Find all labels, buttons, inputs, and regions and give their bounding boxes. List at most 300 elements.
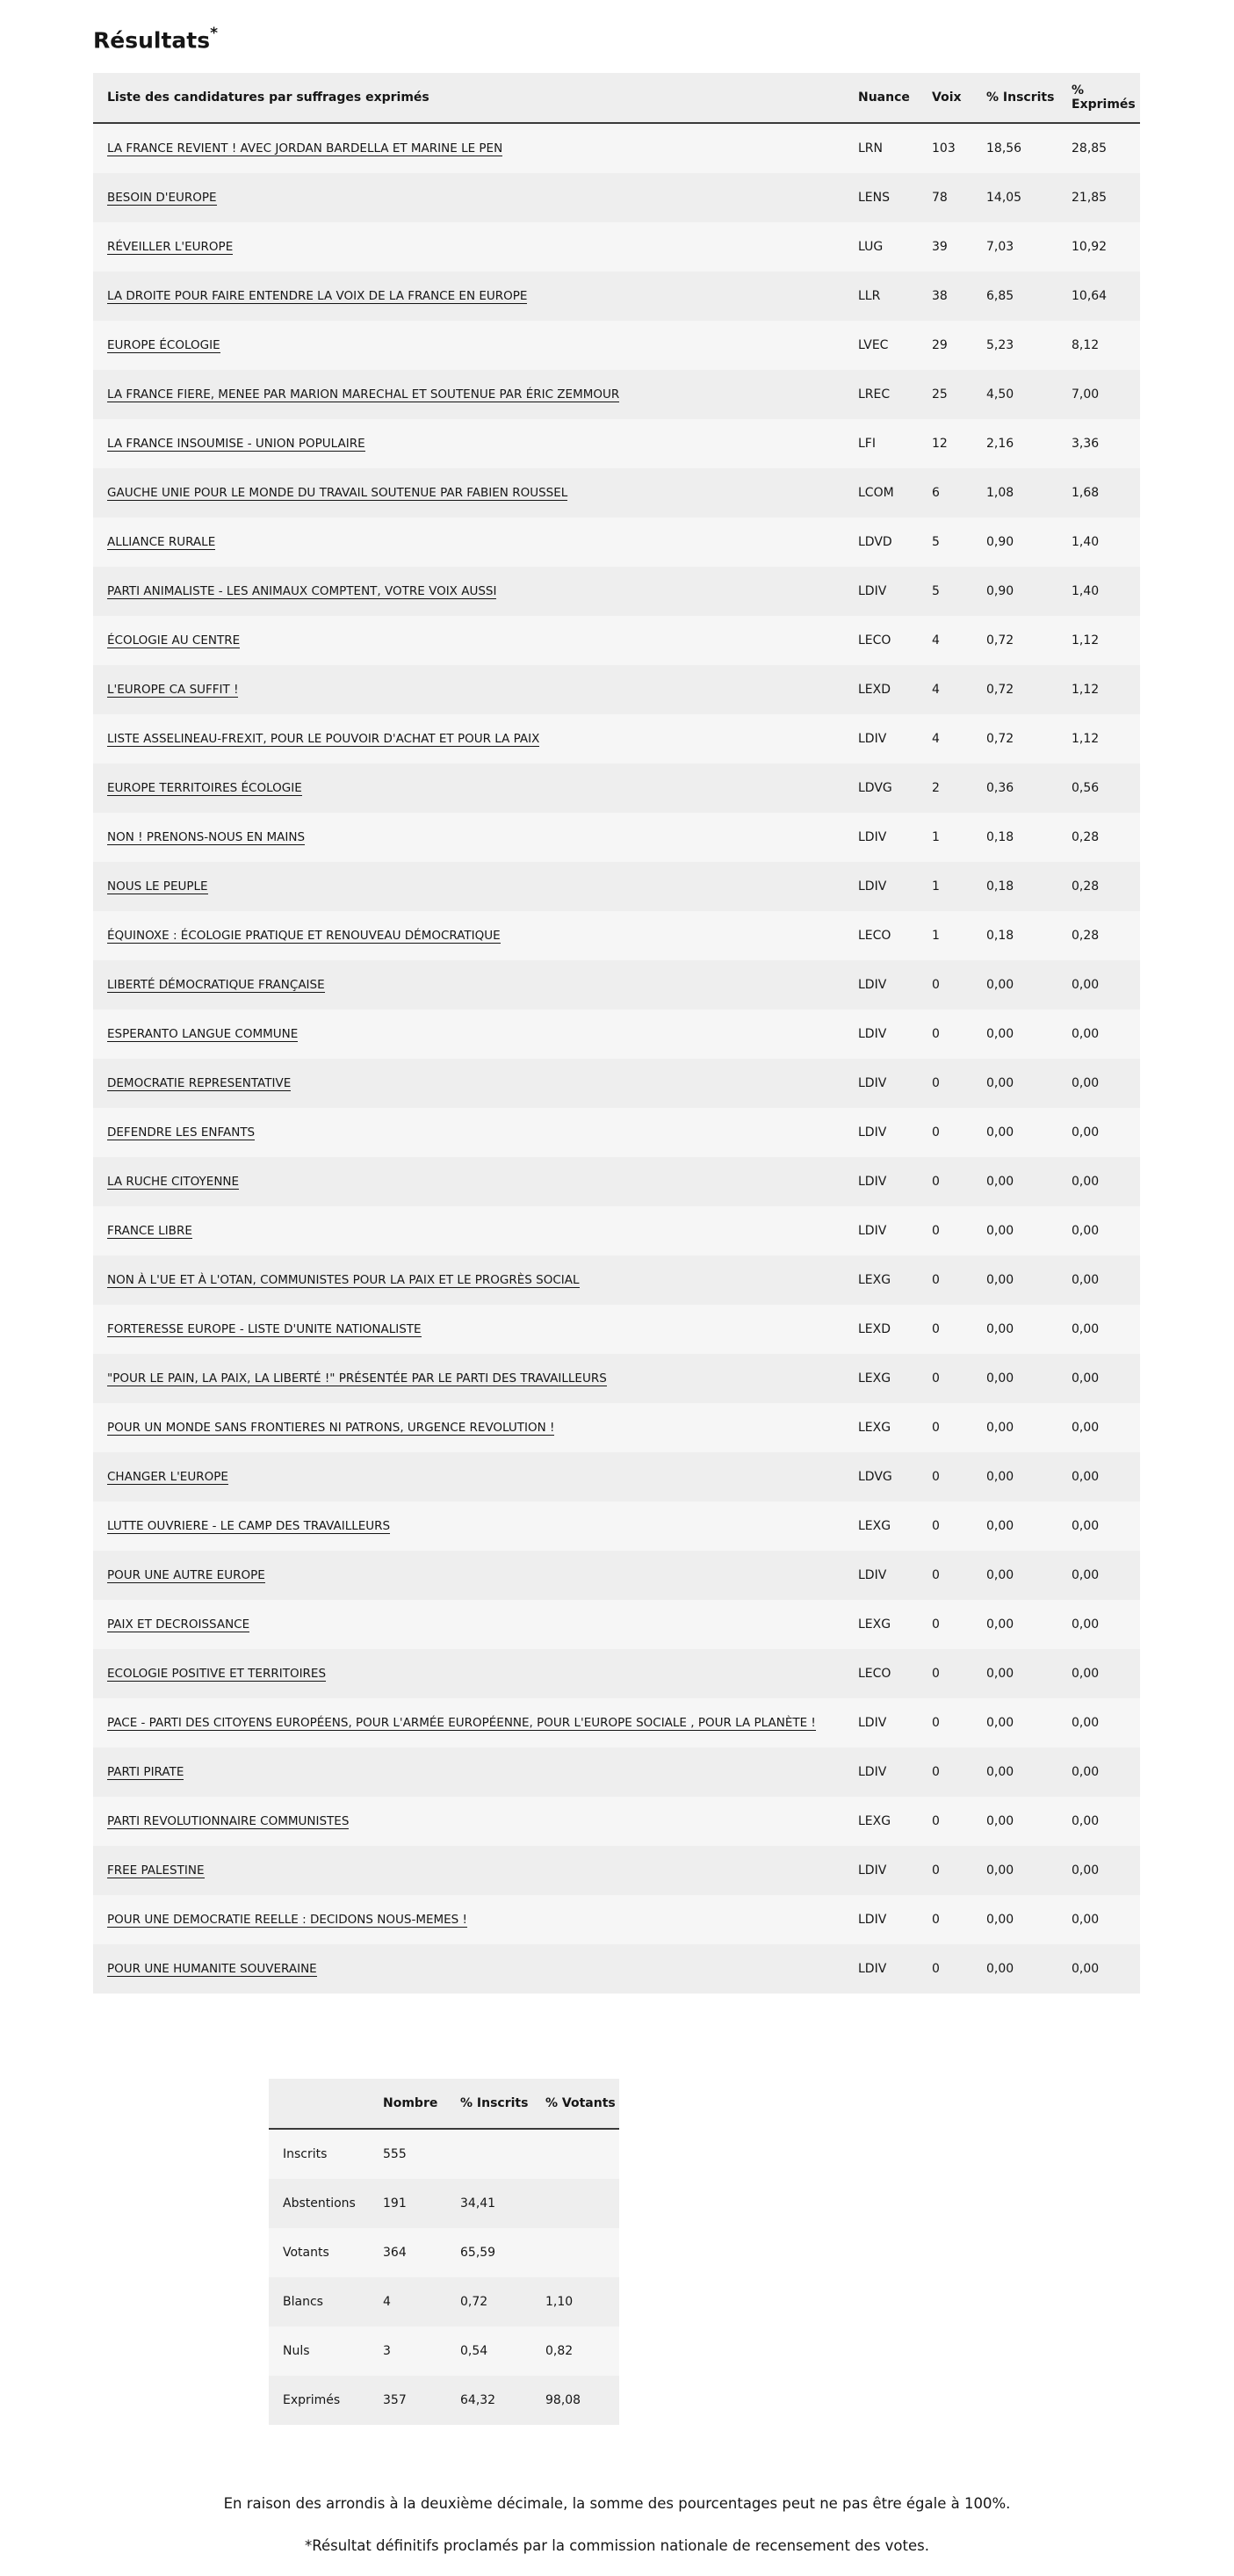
nuance-cell: LDIV — [844, 1698, 918, 1747]
candidate-cell — [93, 862, 844, 911]
nuance-cell: LEXG — [844, 1255, 918, 1305]
summary-pct-votants-cell: 0,82 — [531, 2326, 619, 2376]
table-row — [93, 1305, 1140, 1354]
header-nuance: Nuance — [844, 73, 918, 123]
candidate-cell — [93, 517, 844, 567]
rounding-note: En raison des arrondis à la deuxième décimale, la somme des pourcentages peut ne pas être égale à 100%. — [223, 2495, 1011, 2512]
pct-inscrits-cell: 0,00 — [972, 1452, 1057, 1501]
pct-inscrits-cell: 0,00 — [972, 1600, 1057, 1649]
candidate-list-link[interactable]: ECOLOGIE POSITIVE ET TERRITOIRES — [107, 1667, 327, 1681]
header-pct-inscrits: % Inscrits — [972, 73, 1057, 123]
voix-cell: 0 — [918, 960, 972, 1009]
voix-cell: 25 — [918, 370, 972, 419]
summary-pct-inscrits-cell: 65,59 — [446, 2228, 531, 2277]
candidate-list-link[interactable]: "POUR LE PAIN, LA PAIX, LA LIBERTÉ !" PRÉSENTÉE PAR LE PARTI DES TRAVAILLEURS — [107, 1371, 607, 1386]
pct-inscrits-cell: 0,72 — [972, 616, 1057, 665]
nuance-cell: LUG — [844, 222, 918, 271]
candidate-list-link[interactable]: ÉQUINOXE : ÉCOLOGIE PRATIQUE ET RENOUVEAU DÉMOCRATIQUE — [107, 929, 501, 943]
candidate-list-link[interactable]: LIBERTÉ DÉMOCRATIQUE FRANÇAISE — [107, 978, 325, 992]
voix-cell: 0 — [918, 1354, 972, 1403]
table-row — [93, 1944, 1140, 1994]
candidate-list-link[interactable]: GAUCHE UNIE POUR LE MONDE DU TRAVAIL SOUTENUE PAR FABIEN ROUSSEL — [107, 486, 568, 500]
pct-exprimes-cell: 1,40 — [1057, 567, 1140, 616]
nuance-cell: LDIV — [844, 1944, 918, 1994]
candidate-list-link[interactable]: EUROPE ÉCOLOGIE — [107, 338, 220, 352]
pct-inscrits-cell: 0,36 — [972, 763, 1057, 813]
pct-exprimes-cell: 1,12 — [1057, 665, 1140, 714]
table-row — [93, 1354, 1140, 1403]
nuance-cell: LEXD — [844, 1305, 918, 1354]
table-row — [93, 321, 1140, 370]
summary-pct-votants-cell: 98,08 — [531, 2376, 619, 2425]
pct-inscrits-cell: 0,18 — [972, 813, 1057, 862]
pct-inscrits-cell: 0,18 — [972, 911, 1057, 960]
voix-cell: 0 — [918, 1009, 972, 1059]
pct-exprimes-cell: 0,00 — [1057, 1305, 1140, 1354]
candidate-list-link[interactable]: NON ! PRENONS-NOUS EN MAINS — [107, 830, 306, 844]
summary-pct-inscrits-cell: 0,72 — [446, 2277, 531, 2326]
table-row — [93, 1895, 1140, 1944]
voix-cell: 38 — [918, 271, 972, 321]
candidate-cell — [93, 1600, 844, 1649]
pct-inscrits-cell: 0,72 — [972, 714, 1057, 763]
pct-exprimes-cell: 0,00 — [1057, 1501, 1140, 1551]
summary-label-cell: Nuls — [269, 2326, 369, 2376]
candidate-cell — [93, 1846, 844, 1895]
pct-inscrits-cell: 0,00 — [972, 1403, 1057, 1452]
summary-pct-votants-cell — [531, 2129, 619, 2179]
candidate-cell — [93, 1944, 844, 1994]
pct-inscrits-cell: 0,00 — [972, 1108, 1057, 1157]
nuance-cell: LRN — [844, 123, 918, 173]
voix-cell: 103 — [918, 123, 972, 173]
summary-nombre-cell: 4 — [369, 2277, 446, 2326]
table-row — [93, 616, 1140, 665]
voix-cell: 0 — [918, 1255, 972, 1305]
nuance-cell: LENS — [844, 173, 918, 222]
summary-label-cell: Votants — [269, 2228, 369, 2277]
pct-exprimes-cell: 0,00 — [1057, 1059, 1140, 1108]
pct-exprimes-cell: 0,00 — [1057, 1206, 1140, 1255]
nuance-cell: LEXG — [844, 1600, 918, 1649]
pct-exprimes-cell: 0,28 — [1057, 862, 1140, 911]
summary-row — [269, 2376, 619, 2425]
voix-cell: 0 — [918, 1698, 972, 1747]
pct-inscrits-cell: 18,56 — [972, 123, 1057, 173]
pct-exprimes-cell: 1,68 — [1057, 468, 1140, 517]
pct-exprimes-cell: 0,28 — [1057, 911, 1140, 960]
pct-inscrits-cell: 0,00 — [972, 1009, 1057, 1059]
results-header-row — [93, 73, 1140, 123]
nuance-cell: LLR — [844, 271, 918, 321]
voix-cell: 0 — [918, 1452, 972, 1501]
pct-exprimes-cell: 0,00 — [1057, 1895, 1140, 1944]
voix-cell: 0 — [918, 1944, 972, 1994]
pct-exprimes-cell: 0,00 — [1057, 1846, 1140, 1895]
voix-cell: 4 — [918, 616, 972, 665]
candidate-cell — [93, 1305, 844, 1354]
candidate-list-link[interactable]: ÉCOLOGIE AU CENTRE — [107, 633, 241, 648]
voix-cell: 1 — [918, 911, 972, 960]
nuance-cell: LECO — [844, 911, 918, 960]
results-body — [93, 123, 1140, 1994]
summary-header-label — [269, 2079, 369, 2129]
pct-inscrits-cell: 0,00 — [972, 960, 1057, 1009]
pct-exprimes-cell: 0,00 — [1057, 1354, 1140, 1403]
table-row — [93, 1206, 1140, 1255]
summary-pct-inscrits-cell — [446, 2129, 531, 2179]
table-row — [93, 1452, 1140, 1501]
voix-cell: 1 — [918, 862, 972, 911]
pct-exprimes-cell: 0,56 — [1057, 763, 1140, 813]
candidate-cell — [93, 1649, 844, 1698]
pct-exprimes-cell: 8,12 — [1057, 321, 1140, 370]
nuance-cell: LREC — [844, 370, 918, 419]
pct-inscrits-cell: 0,00 — [972, 1846, 1057, 1895]
summary-label-cell: Abstentions — [269, 2179, 369, 2228]
voix-cell: 0 — [918, 1895, 972, 1944]
candidate-cell — [93, 1452, 844, 1501]
table-row — [93, 1551, 1140, 1600]
candidate-list-link[interactable]: FORTERESSE EUROPE - LISTE D'UNITE NATIONALISTE — [107, 1322, 422, 1336]
candidate-cell — [93, 1501, 844, 1551]
candidate-list-link[interactable]: NOUS LE PEUPLE — [107, 879, 208, 894]
candidate-cell — [93, 123, 844, 173]
pct-exprimes-cell: 0,00 — [1057, 1698, 1140, 1747]
candidate-cell — [93, 665, 844, 714]
candidate-list-link[interactable]: LA RUCHE CITOYENNE — [107, 1175, 240, 1189]
candidate-cell — [93, 468, 844, 517]
candidate-cell — [93, 1403, 844, 1452]
definitive-results-note: *Résultat définitifs proclamés par la commission nationale de recensement des votes. — [305, 2537, 929, 2554]
voix-cell: 0 — [918, 1206, 972, 1255]
candidate-list-link[interactable]: LA FRANCE REVIENT ! AVEC JORDAN BARDELLA ET MARINE LE PEN — [107, 141, 503, 156]
summary-pct-votants-cell — [531, 2179, 619, 2228]
candidate-list-link[interactable]: ALLIANCE RURALE — [107, 535, 216, 549]
voix-cell: 1 — [918, 813, 972, 862]
table-row — [93, 1157, 1140, 1206]
nuance-cell: LDIV — [844, 1009, 918, 1059]
pct-inscrits-cell: 7,03 — [972, 222, 1057, 271]
table-row — [93, 665, 1140, 714]
pct-exprimes-cell: 0,00 — [1057, 1600, 1140, 1649]
candidate-cell — [93, 1354, 844, 1403]
voix-cell: 29 — [918, 321, 972, 370]
pct-exprimes-cell: 0,00 — [1057, 1551, 1140, 1600]
table-row — [93, 370, 1140, 419]
candidate-cell — [93, 271, 844, 321]
candidate-cell — [93, 960, 844, 1009]
candidate-list-link[interactable]: FREE PALESTINE — [107, 1863, 205, 1878]
candidate-cell — [93, 1059, 844, 1108]
candidate-cell — [93, 1206, 844, 1255]
candidate-list-link[interactable]: POUR UNE HUMANITE SOUVERAINE — [107, 1962, 317, 1976]
summary-pct-inscrits-cell: 64,32 — [446, 2376, 531, 2425]
nuance-cell: LDIV — [844, 1846, 918, 1895]
candidate-list-link[interactable]: LA FRANCE FIERE, MENEE PAR MARION MARECHAL ET SOUTENUE PAR ÉRIC ZEMMOUR — [107, 387, 620, 402]
pct-exprimes-cell: 0,00 — [1057, 1108, 1140, 1157]
candidate-list-link[interactable]: LISTE ASSELINEAU-FREXIT, POUR LE POUVOIR D'ACHAT ET POUR LA PAIX — [107, 732, 540, 746]
table-row — [93, 911, 1140, 960]
pct-exprimes-cell: 0,00 — [1057, 1797, 1140, 1846]
candidate-list-link[interactable]: DEFENDRE LES ENFANTS — [107, 1125, 256, 1140]
candidate-cell — [93, 1797, 844, 1846]
nuance-cell: LEXD — [844, 665, 918, 714]
header-candidate-list: Liste des candidatures par suffrages exprimés — [93, 73, 844, 123]
candidate-cell — [93, 173, 844, 222]
candidate-list-link[interactable]: PARTI REVOLUTIONNAIRE COMMUNISTES — [107, 1814, 350, 1828]
pct-inscrits-cell: 0,00 — [972, 1157, 1057, 1206]
voix-cell: 0 — [918, 1600, 972, 1649]
candidate-list-link[interactable]: POUR UNE DEMOCRATIE REELLE : DECIDONS NOUS-MEMES ! — [107, 1913, 467, 1927]
candidate-cell — [93, 1108, 844, 1157]
pct-exprimes-cell: 0,00 — [1057, 1452, 1140, 1501]
candidate-list-link[interactable]: DEMOCRATIE REPRESENTATIVE — [107, 1076, 292, 1090]
pct-inscrits-cell: 0,00 — [972, 1747, 1057, 1797]
pct-exprimes-cell: 0,00 — [1057, 1009, 1140, 1059]
nuance-cell: LDVG — [844, 1452, 918, 1501]
pct-exprimes-cell: 0,00 — [1057, 1157, 1140, 1206]
voix-cell: 0 — [918, 1403, 972, 1452]
candidate-list-link[interactable]: FRANCE LIBRE — [107, 1224, 192, 1238]
table-row — [93, 1600, 1140, 1649]
candidate-list-link[interactable]: EUROPE TERRITOIRES ÉCOLOGIE — [107, 781, 302, 795]
voix-cell: 12 — [918, 419, 972, 468]
table-row — [93, 173, 1140, 222]
voix-cell: 0 — [918, 1108, 972, 1157]
summary-row — [269, 2129, 619, 2179]
table-row — [93, 1009, 1140, 1059]
table-row — [93, 813, 1140, 862]
pct-inscrits-cell: 0,00 — [972, 1059, 1057, 1108]
voix-cell: 0 — [918, 1305, 972, 1354]
voix-cell: 2 — [918, 763, 972, 813]
pct-exprimes-cell: 0,00 — [1057, 960, 1140, 1009]
pct-exprimes-cell: 3,36 — [1057, 419, 1140, 468]
header-pct-exprimes: % Exprimés — [1057, 73, 1140, 123]
candidate-list-link[interactable]: CHANGER L'EUROPE — [107, 1470, 228, 1484]
pct-exprimes-cell: 1,40 — [1057, 517, 1140, 567]
candidate-cell — [93, 370, 844, 419]
nuance-cell: LEXG — [844, 1403, 918, 1452]
nuance-cell: LDIV — [844, 1157, 918, 1206]
voix-cell: 0 — [918, 1846, 972, 1895]
pct-inscrits-cell: 0,90 — [972, 567, 1057, 616]
table-row — [93, 567, 1140, 616]
nuance-cell: LDIV — [844, 714, 918, 763]
candidate-cell — [93, 763, 844, 813]
candidate-cell — [93, 1009, 844, 1059]
pct-exprimes-cell: 28,85 — [1057, 123, 1140, 173]
candidate-list-link[interactable]: RÉVEILLER L'EUROPE — [107, 240, 234, 254]
summary-nombre-cell: 191 — [369, 2179, 446, 2228]
candidate-cell — [93, 616, 844, 665]
voix-cell: 5 — [918, 567, 972, 616]
summary-nombre-cell: 357 — [369, 2376, 446, 2425]
pct-inscrits-cell: 0,00 — [972, 1501, 1057, 1551]
candidate-list-link[interactable]: PARTI PIRATE — [107, 1765, 184, 1779]
nuance-cell: LDIV — [844, 1059, 918, 1108]
voix-cell: 78 — [918, 173, 972, 222]
table-row — [93, 1846, 1140, 1895]
voix-cell: 0 — [918, 1797, 972, 1846]
nuance-cell: LEXG — [844, 1354, 918, 1403]
pct-inscrits-cell: 0,00 — [972, 1551, 1057, 1600]
summary-label-cell: Exprimés — [269, 2376, 369, 2425]
table-row — [93, 468, 1140, 517]
table-row — [93, 1059, 1140, 1108]
table-row — [93, 517, 1140, 567]
pct-exprimes-cell: 1,12 — [1057, 714, 1140, 763]
candidate-list-link[interactable]: NON À L'UE ET À L'OTAN, COMMUNISTES POUR LA PAIX ET LE PROGRÈS SOCIAL — [107, 1273, 580, 1287]
candidate-list-link[interactable]: L'EUROPE CA SUFFIT ! — [107, 683, 239, 697]
nuance-cell: LDIV — [844, 1895, 918, 1944]
table-row — [93, 123, 1140, 173]
candidate-list-link[interactable]: BESOIN D'EUROPE — [107, 191, 217, 205]
nuance-cell: LDIV — [844, 1206, 918, 1255]
pct-exprimes-cell: 7,00 — [1057, 370, 1140, 419]
pct-inscrits-cell: 5,23 — [972, 321, 1057, 370]
nuance-cell: LDIV — [844, 1108, 918, 1157]
candidate-cell — [93, 911, 844, 960]
pct-inscrits-cell: 0,00 — [972, 1255, 1057, 1305]
title-asterisk: * — [210, 25, 218, 42]
nuance-cell: LDVD — [844, 517, 918, 567]
candidate-cell — [93, 1255, 844, 1305]
pct-inscrits-cell: 14,05 — [972, 173, 1057, 222]
candidate-list-link[interactable]: ESPERANTO LANGUE COMMUNE — [107, 1027, 299, 1041]
summary-row — [269, 2277, 619, 2326]
candidate-cell — [93, 1551, 844, 1600]
candidate-list-link[interactable]: PARTI ANIMALISTE - LES ANIMAUX COMPTENT, VOTRE VOIX AUSSI — [107, 584, 497, 598]
candidate-cell — [93, 714, 844, 763]
candidate-list-link[interactable]: POUR UN MONDE SANS FRONTIERES NI PATRONS, URGENCE REVOLUTION ! — [107, 1421, 555, 1435]
voix-cell: 0 — [918, 1501, 972, 1551]
summary-table — [269, 2079, 619, 2425]
pct-exprimes-cell: 10,92 — [1057, 222, 1140, 271]
candidate-cell — [93, 419, 844, 468]
table-row — [93, 222, 1140, 271]
nuance-cell: LFI — [844, 419, 918, 468]
table-row — [93, 714, 1140, 763]
pct-exprimes-cell: 10,64 — [1057, 271, 1140, 321]
pct-inscrits-cell: 0,00 — [972, 1698, 1057, 1747]
nuance-cell: LDIV — [844, 960, 918, 1009]
candidate-cell — [93, 321, 844, 370]
table-row — [93, 271, 1140, 321]
candidate-list-link[interactable]: POUR UNE AUTRE EUROPE — [107, 1568, 265, 1582]
summary-header-nombre: Nombre — [369, 2079, 446, 2129]
nuance-cell: LDIV — [844, 1551, 918, 1600]
pct-inscrits-cell: 0,72 — [972, 665, 1057, 714]
pct-inscrits-cell: 4,50 — [972, 370, 1057, 419]
summary-nombre-cell: 364 — [369, 2228, 446, 2277]
pct-inscrits-cell: 0,00 — [972, 1895, 1057, 1944]
nuance-cell: LCOM — [844, 468, 918, 517]
summary-nombre-cell: 3 — [369, 2326, 446, 2376]
pct-inscrits-cell: 0,90 — [972, 517, 1057, 567]
voix-cell: 5 — [918, 517, 972, 567]
table-row — [93, 1255, 1140, 1305]
summary-header-pct-votants: % Votants — [531, 2079, 619, 2129]
page-title — [93, 26, 218, 53]
header-voix: Voix — [918, 73, 972, 123]
pct-exprimes-cell: 0,00 — [1057, 1255, 1140, 1305]
summary-pct-inscrits-cell: 0,54 — [446, 2326, 531, 2376]
pct-inscrits-cell: 6,85 — [972, 271, 1057, 321]
nuance-cell: LDIV — [844, 813, 918, 862]
pct-exprimes-cell: 0,00 — [1057, 1649, 1140, 1698]
nuance-cell: LEXG — [844, 1501, 918, 1551]
table-row — [93, 1501, 1140, 1551]
results-table — [93, 73, 1140, 1994]
table-row — [93, 763, 1140, 813]
table-row — [93, 1698, 1140, 1747]
voix-cell: 39 — [918, 222, 972, 271]
summary-pct-inscrits-cell: 34,41 — [446, 2179, 531, 2228]
pct-inscrits-cell: 0,00 — [972, 1944, 1057, 1994]
summary-header-pct-inscrits: % Inscrits — [446, 2079, 531, 2129]
candidate-cell — [93, 1747, 844, 1797]
table-row — [93, 1747, 1140, 1797]
pct-exprimes-cell: 0,28 — [1057, 813, 1140, 862]
summary-header-row — [269, 2079, 619, 2129]
nuance-cell: LECO — [844, 1649, 918, 1698]
candidate-cell — [93, 1157, 844, 1206]
summary-pct-votants-cell — [531, 2228, 619, 2277]
candidate-list-link[interactable]: PAIX ET DECROISSANCE — [107, 1617, 250, 1632]
voix-cell: 4 — [918, 714, 972, 763]
voix-cell: 0 — [918, 1551, 972, 1600]
candidate-list-link[interactable]: PACE - PARTI DES CITOYENS EUROPÉENS, POUR L'ARMÉE EUROPÉENNE, POUR L'EUROPE SOCIALE , POUR LA PLANÈTE ! — [107, 1716, 816, 1730]
summary-body — [269, 2129, 619, 2425]
table-row — [93, 1403, 1140, 1452]
candidate-cell — [93, 222, 844, 271]
pct-exprimes-cell: 0,00 — [1057, 1944, 1140, 1994]
nuance-cell: LEXG — [844, 1797, 918, 1846]
table-row — [93, 960, 1140, 1009]
candidate-cell — [93, 813, 844, 862]
candidate-list-link[interactable]: LA FRANCE INSOUMISE - UNION POPULAIRE — [107, 437, 365, 451]
table-row — [93, 862, 1140, 911]
nuance-cell: LECO — [844, 616, 918, 665]
voix-cell: 4 — [918, 665, 972, 714]
candidate-list-link[interactable]: LA DROITE POUR FAIRE ENTENDRE LA VOIX DE LA FRANCE EN EUROPE — [107, 289, 528, 303]
nuance-cell: LDIV — [844, 567, 918, 616]
voix-cell: 0 — [918, 1649, 972, 1698]
table-row — [93, 1649, 1140, 1698]
pct-exprimes-cell: 21,85 — [1057, 173, 1140, 222]
page-title-text: Résultats — [93, 27, 211, 54]
voix-cell: 6 — [918, 468, 972, 517]
table-row — [93, 419, 1140, 468]
summary-row — [269, 2228, 619, 2277]
summary-row — [269, 2326, 619, 2376]
nuance-cell: LVEC — [844, 321, 918, 370]
nuance-cell: LDIV — [844, 1747, 918, 1797]
summary-pct-votants-cell: 1,10 — [531, 2277, 619, 2326]
pct-inscrits-cell: 0,00 — [972, 1206, 1057, 1255]
table-row — [93, 1108, 1140, 1157]
candidate-list-link[interactable]: LUTTE OUVRIERE - LE CAMP DES TRAVAILLEURS — [107, 1519, 391, 1533]
summary-label-cell: Blancs — [269, 2277, 369, 2326]
pct-exprimes-cell: 1,12 — [1057, 616, 1140, 665]
pct-exprimes-cell: 0,00 — [1057, 1403, 1140, 1452]
pct-exprimes-cell: 0,00 — [1057, 1747, 1140, 1797]
nuance-cell: LDVG — [844, 763, 918, 813]
summary-row — [269, 2179, 619, 2228]
candidate-cell — [93, 1698, 844, 1747]
